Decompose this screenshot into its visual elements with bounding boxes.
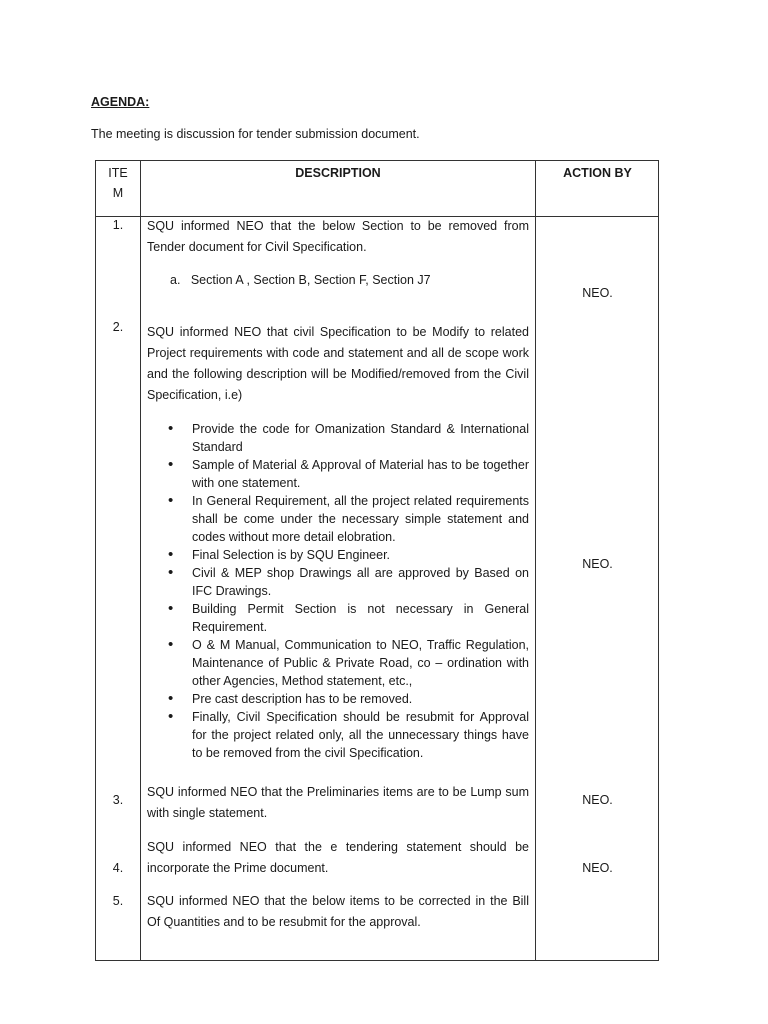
row-2-action: NEO.	[582, 557, 613, 571]
header-item-line1: ITE	[108, 166, 128, 180]
row-1-number: 1.	[112, 218, 124, 232]
header-description: DESCRIPTION	[295, 166, 381, 180]
agenda-intro: The meeting is discussion for tender submission document.	[91, 127, 420, 141]
list-item: • In General Requirement, all the project related requirements shall be come under the necessary simple statement and codes without more detail elobration.	[166, 492, 529, 546]
row-2-description: SQU informed NEO that civil Specification to be Modify to related Project requirements with code and statement and all de scope work and the following description will be Modified/removed from the Civil Specification, i.e)	[147, 325, 529, 402]
row-4-number: 4.	[112, 861, 124, 875]
agenda-heading: AGENDA:	[91, 95, 150, 109]
row-2-number: 2.	[112, 320, 124, 334]
row-3-description: SQU informed NEO that the Preliminaries items are to be Lump sum with single statement.	[147, 785, 529, 820]
row-1-description: SQU informed NEO that the below Section to be removed from Tender document for Civil Specification.	[147, 219, 529, 254]
row-5-number: 5.	[112, 894, 124, 908]
row-4-description: SQU informed NEO that the e tendering statement should be incorporate the Prime document.	[147, 840, 529, 875]
list-item: • Sample of Material & Approval of Material has to be together with one statement.	[166, 456, 529, 492]
list-item: • Civil & MEP shop Drawings all are approved by Based on IFC Drawings.	[166, 564, 529, 600]
list-item: • Pre cast description has to be removed.	[166, 690, 529, 708]
list-item: • Building Permit Section is not necessary in General Requirement.	[166, 600, 529, 636]
list-item: • O & M Manual, Communication to NEO, Traffic Regulation, Maintenance of Public & Private Road, co – ordination with other Agencies, Method statement, etc.,	[166, 636, 529, 690]
row-3-number: 3.	[112, 793, 124, 807]
list-item: • Final Selection is by SQU Engineer.	[166, 546, 529, 564]
row-1-action: NEO.	[582, 286, 613, 300]
header-action-by: ACTION BY	[563, 166, 632, 180]
row-4-action: NEO.	[582, 861, 613, 875]
row-5-description: SQU informed NEO that the below items to be corrected in the Bill Of Quantities and to be resubmit for the approval.	[147, 894, 529, 929]
list-item: • Finally, Civil Specification should be resubmit for Approval for the project related only, all the unnecessary things have to be removed from the civil Specification.	[166, 708, 529, 762]
row-2-bullet-list	[166, 420, 529, 762]
column-divider-item	[140, 161, 141, 960]
list-item: • Provide the code for Omanization Standard & International Standard	[166, 420, 529, 456]
agenda-table	[95, 160, 659, 961]
header-item	[96, 163, 140, 203]
row-3-action: NEO.	[582, 793, 613, 807]
header-item-line2: M	[112, 186, 124, 200]
row-1-sub-item: a. Section A , Section B, Section F, Section J7	[170, 273, 431, 287]
